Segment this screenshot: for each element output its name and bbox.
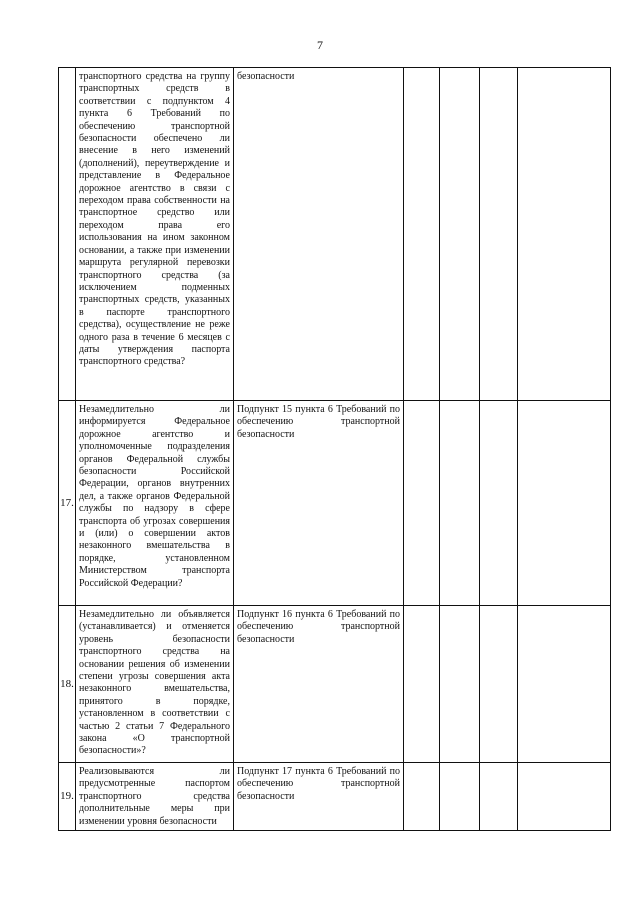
answer-yes-cell: [404, 68, 440, 401]
question-cell: транспортного средства на группу транспортных средств в соответствии с подпунктом 4 пункта 6 Требований по обеспечению транспортной безопасности обеспечено ли внесение в него изменений (дополнений), переутверждение и представление в Федеральное дорожное агентство в связи с переходом права собственности на транспортное средство или переходом права его использования на ином законном основании, а также при изменении маршрута регулярной перевозки транспортного средства (за исключением подменных транспортных средств, указанных в паспорте транспортного средства), осуществление не реже одного раза в течение 6 месяцев с даты утверждения паспорта транспортного средства?: [76, 68, 234, 401]
legal-basis-cell: Подпункт 17 пункта 6 Требований по обеспечению транспортной безопасности: [234, 763, 404, 831]
row-number: [59, 68, 76, 401]
checklist-table: [58, 67, 611, 831]
question-cell: Незамедлительно ли информируется Федеральное дорожное агентство и уполномоченные подразделения органов Федеральной службы безопасности Российской Федерации, органов внутренних дел, а также органов Федеральной службы по надзору в сфере транспорта об угрозах совершения и (или) о совершении актов незаконного вмешательства в порядке, установленном Министерством транспорта Российской Федерации?: [76, 401, 234, 606]
question-cell: Незамедлительно ли объявляется (устанавливается) и отменяется уровень безопасности транспортного средства на основании решения об изменении степени угрозы совершения акта незаконного вмешательства, принятого в порядке, установленном в соответствии с частью 2 статьи 7 Федерального закона «О транспортной безопасности»?: [76, 606, 234, 763]
answer-yes-cell: [404, 401, 440, 606]
note-cell: [518, 401, 611, 606]
answer-yes-cell: [404, 606, 440, 763]
answer-na-cell: [480, 763, 518, 831]
note-cell: [518, 606, 611, 763]
legal-basis-cell: безопасности: [234, 68, 404, 401]
row-number: 18.: [59, 606, 76, 763]
answer-no-cell: [440, 763, 480, 831]
answer-no-cell: [440, 68, 480, 401]
row-number: 17.: [59, 401, 76, 606]
answer-no-cell: [440, 401, 480, 606]
page-number: 7: [317, 38, 323, 52]
legal-basis-cell: Подпункт 16 пункта 6 Требований по обеспечению транспортной безопасности: [234, 606, 404, 763]
answer-na-cell: [480, 401, 518, 606]
note-cell: [518, 763, 611, 831]
answer-na-cell: [480, 606, 518, 763]
legal-basis-cell: Подпункт 15 пункта 6 Требований по обеспечению транспортной безопасности: [234, 401, 404, 606]
row-number: 19.: [59, 763, 76, 831]
answer-na-cell: [480, 68, 518, 401]
table-row: [59, 763, 611, 831]
answer-no-cell: [440, 606, 480, 763]
table-row: [59, 606, 611, 763]
note-cell: [518, 68, 611, 401]
answer-yes-cell: [404, 763, 440, 831]
table-row: [59, 401, 611, 606]
table-row: [59, 68, 611, 401]
question-cell: Реализовываются ли предусмотренные паспортом транспортного средства дополнительные меры при изменении уровня безопасности: [76, 763, 234, 831]
